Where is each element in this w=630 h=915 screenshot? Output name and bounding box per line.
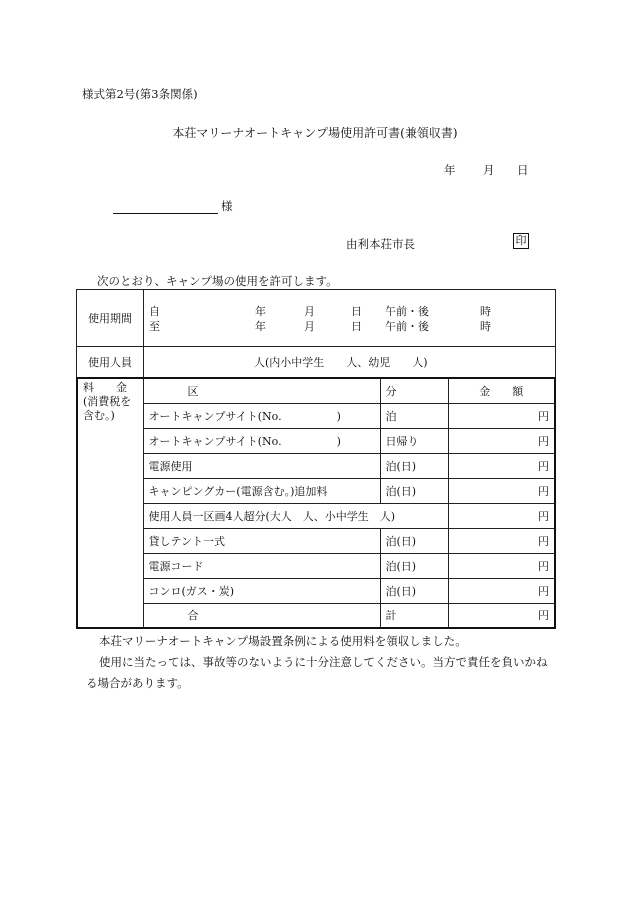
fee-table [76, 377, 556, 629]
period-to-month: 月 [304, 320, 315, 333]
period-to-hour: 時 [480, 320, 491, 333]
fee-row-amount: 円 [448, 553, 555, 578]
fee-row-amount: 円 [448, 503, 555, 528]
period-cell [144, 290, 556, 347]
header-category: 区 [143, 378, 380, 403]
intro-text: 次のとおり、キャンプ場の使用を許可します。 [97, 274, 338, 288]
fee-row-category: キャンピングカー(電源含む。)追加料 [143, 478, 380, 503]
fee-header-row [77, 378, 555, 403]
persons-row [77, 347, 556, 378]
fee-row-unit: 泊(日) [380, 578, 448, 603]
period-from [149, 303, 550, 318]
period-to-marker: 至 [149, 320, 160, 333]
seal-mark: 印 [513, 233, 529, 249]
fee-row-unit: 泊(日) [380, 453, 448, 478]
fee-row-amount: 円 [448, 578, 555, 603]
fee-label-line2: (消費税を [83, 395, 132, 408]
receipt-note: 本荘マリーナオートキャンプ場設置条例による使用料を領収しました。 [99, 634, 467, 648]
notes [86, 631, 556, 694]
fee-row-category: 貸しテント一式 [143, 528, 380, 553]
caution-note: 使用に当たっては、事故等のないように十分注意してください。当方で責任を負いかねる場合があります。 [86, 655, 548, 690]
period-from-marker: 自 [149, 305, 160, 318]
total-label-right: 計 [380, 603, 448, 628]
fee-row-category: コンロ(ガス・炭) [143, 578, 380, 603]
period-from-day: 日 [351, 305, 362, 318]
fee-label-line1: 料 金 [83, 381, 127, 394]
period-to-year: 年 [255, 320, 266, 333]
fee-row [77, 578, 555, 603]
fee-label-line3: 含む。) [83, 409, 115, 422]
fee-row-category: 電源コード [143, 553, 380, 578]
total-label-left: 合 [143, 603, 380, 628]
addressee [113, 198, 233, 214]
fee-row [77, 528, 555, 553]
fee-row-amount: 円 [448, 478, 555, 503]
fee-row-unit: 日帰り [380, 428, 448, 453]
fee-label [77, 378, 143, 628]
addressee-name-line [113, 200, 218, 214]
addressee-suffix: 様 [221, 199, 233, 213]
fee-row-unit: 泊(日) [380, 478, 448, 503]
period-from-month: 月 [304, 305, 315, 318]
fee-row-unit: 泊(日) [380, 553, 448, 578]
document-title: 本荘マリーナオートキャンプ場使用許可書(兼領収書) [172, 126, 458, 140]
fee-row-amount: 円 [448, 403, 555, 428]
period-to-ampm: 午前・後 [385, 320, 429, 333]
fee-row-amount: 円 [448, 528, 555, 553]
fee-row-category: オートキャンプサイト(No. ) [143, 403, 380, 428]
fee-row [77, 478, 555, 503]
fee-row [77, 428, 555, 453]
fee-row [77, 453, 555, 478]
period-from-hour: 時 [480, 305, 491, 318]
date-month: 月 [483, 163, 495, 177]
date-day: 日 [517, 163, 529, 177]
period-label: 使用期間 [77, 290, 144, 347]
period-from-ampm: 午前・後 [385, 305, 429, 318]
fee-row [77, 503, 555, 528]
fee-row-category: 使用人員一区画4人超分(大人 人、小中学生 人) [143, 503, 448, 528]
header-division: 分 [380, 378, 448, 403]
issuer-name: 由利本荘市長 [346, 237, 415, 251]
fee-row [77, 553, 555, 578]
header-amount: 金 額 [448, 378, 555, 403]
persons-label: 使用人員 [77, 347, 144, 378]
form-number: 様式第2号(第3条関係) [82, 87, 198, 101]
date-year: 年 [444, 163, 456, 177]
period-to-day: 日 [351, 320, 362, 333]
fee-row-unit: 泊 [380, 403, 448, 428]
period-to [149, 318, 550, 333]
period-persons-table [76, 289, 556, 378]
period-from-year: 年 [255, 305, 266, 318]
fee-row-amount: 円 [448, 453, 555, 478]
period-row [77, 290, 556, 347]
fee-row [77, 403, 555, 428]
fee-row-amount: 円 [448, 428, 555, 453]
persons-value: 人(内小中学生 人、幼児 人) [144, 347, 556, 378]
total-amount: 円 [448, 603, 555, 628]
fee-row-category: オートキャンプサイト(No. ) [143, 428, 380, 453]
fee-row-category: 電源使用 [143, 453, 380, 478]
fee-row-unit: 泊(日) [380, 528, 448, 553]
fee-total-row [77, 603, 555, 628]
